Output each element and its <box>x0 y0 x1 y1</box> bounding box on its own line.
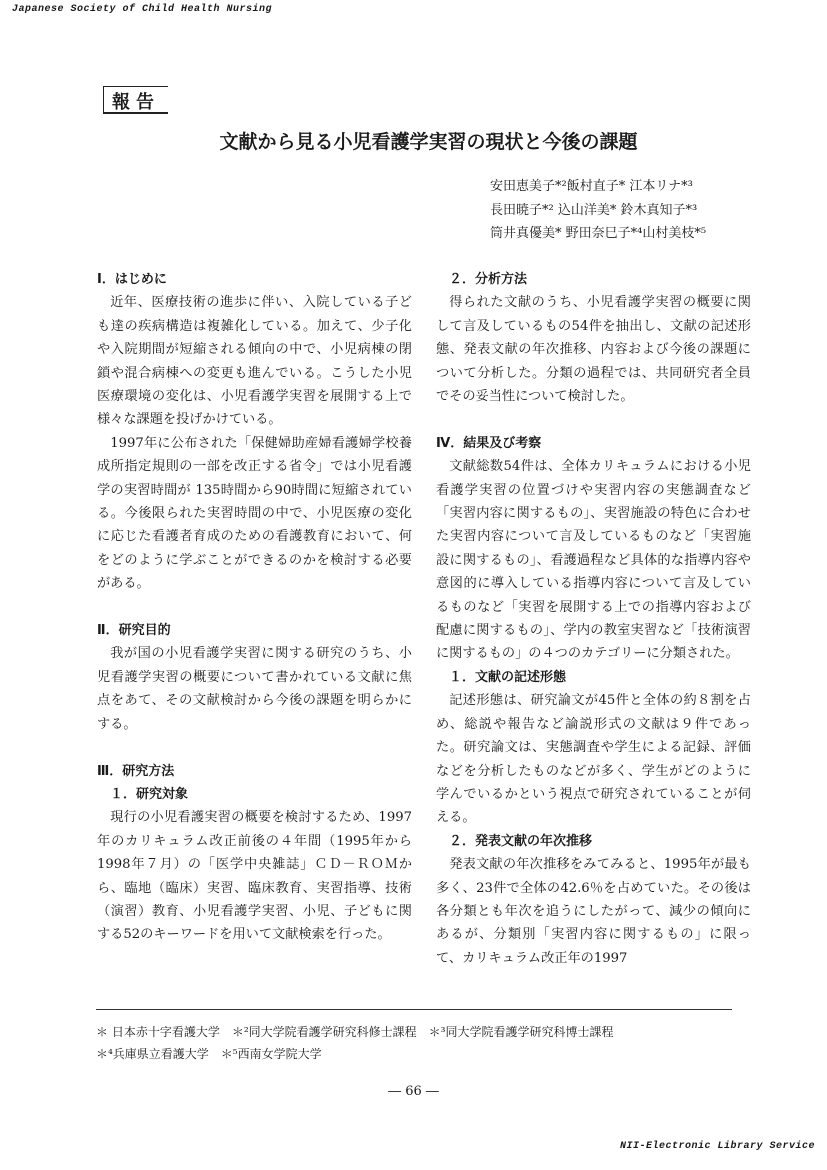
author-line: 安田恵美子*²飯村直子* 江本リナ*³ <box>490 179 693 194</box>
journal-header: Japanese Society of Child Health Nursing <box>12 4 273 15</box>
right-column <box>436 268 751 970</box>
left-column <box>97 268 412 947</box>
paragraph: 我が国の小児看護学実習に関する研究のうち、小児看護学実習の概要について書かれている文献に焦点をあて、その文献検討から今後の課題を明らかにする。 <box>97 646 412 732</box>
author-line: 長田暁子*² 込山洋美* 鈴木真知子*³ <box>490 202 698 218</box>
paragraph: 記述形態は、研究論文が45件と全体の約８割を占め、総説や報告など論説形式の文献は９件であった。研究論文は、実態調査や学生による記録、評価などを分析したものなどが多く、学生がどのように学んでいるかという視点で研究されていることが伺える。 <box>436 693 751 826</box>
subsection-heading-analysis: ２．分析方法 <box>449 272 528 287</box>
footnote-divider <box>96 1009 732 1010</box>
category-label: 報告 <box>112 92 160 113</box>
paragraph: 文献総数54件は、全体カリキュラムにおける小児看護学実習の位置づけや実習内容の実態調査など「実習内容に関するもの」、実習施設の特色に合わせた実習内容について言及しているものなど「実習施設に関するもの」、看護過程など具体的な指導内容や意図的に導入している指導内容について言及しているものなど「実習を展開する上での指導内容および配慮に関するもの」、学内の教室実習など「技術演習に関するもの」の４つのカテゴリーに分類された。 <box>436 459 751 662</box>
author-line: 筒井真優美* 野田奈巳子*⁴山村美枝*⁵ <box>490 226 707 241</box>
subsection-heading-trend: ２．発表文献の年次推移 <box>449 833 593 849</box>
footnotes <box>96 1021 613 1065</box>
paragraph: 現行の小児看護実習の概要を検討するため、1997年のカリキュラム改正前後の４年間（1995年から1998年７月）の「医学中央雑誌」ＣＤ－ＲＯＭから、臨地（臨床）実習、臨床教育、実習指導、技術（演習）教育、小児看護学実習、小児、子どもに関する52のキーワードを用いて文献検索を行った。 <box>97 810 412 943</box>
section-heading-purpose: Ⅱ．研究目的 <box>97 623 171 639</box>
subsection-heading-format: １．文献の記述形態 <box>449 669 567 685</box>
footnote-line: ＊ 日本赤十字看護大学 ＊²同大学院看護学研究科修士課程 ＊³同大学院看護学研究科博士課程 <box>96 1025 614 1039</box>
footnote-line: ＊⁴兵庫県立看護大学 ＊⁵西南女学院大学 <box>96 1047 322 1061</box>
article-category <box>103 86 167 111</box>
section-heading-method: Ⅲ．研究方法 <box>97 763 175 779</box>
paragraph: 発表文献の年次推移をみてみると、1995年が最も多く、23件で全体の42.6％を占めていた。その後は各分類とも年次を追うにしたがって、減少の傾向にあるが、分類別「実習内容に関するもの」に限って、カリキュラム改正年の1997 <box>436 857 751 966</box>
section-heading-introduction: Ⅰ．はじめに <box>97 272 167 287</box>
subsection-heading-subject: １．研究対象 <box>110 786 189 802</box>
article-title: 文献から見る小児看護学実習の現状と今後の課題 <box>219 131 638 153</box>
paragraph: 得られた文献のうち、小児看護学実習の概要に関して言及しているもの54件を抽出し、文献の記述形態、発表文献の年次推移、内容および今後の課題について分析した。分類の過程では、共同研究者全員でその妥当性について検討した。 <box>436 295 751 405</box>
footer-service: NII-Electronic Library Service <box>619 1141 815 1152</box>
paragraph: 近年、医療技術の進歩に伴い、入院している子ども達の疾病構造は複雑化している。加えて、少子化や入院期間が短縮される傾向の中で、小児病棟の閉鎖や混合病棟への変更も進んでいる。こうした小児医療環境の変化は、小児看護学実習を展開する上で様々な課題を投げかけている。 <box>97 295 412 428</box>
paragraph: 1997年に公布された「保健婦助産婦看護婦学校養成所指定規則の一部を改正する省令」では小児看護学の実習時間が 135時間から90時間に短縮されている。今後限られた実習時間の中で、小児医療の変化に応じた看護者育成のための看護教育において、何をどのように学ぶことができるのかを検討する必要がある。 <box>97 435 412 592</box>
author-list <box>490 175 706 246</box>
section-heading-results: Ⅳ．結果及び考察 <box>436 435 542 451</box>
page-number: ― 66 ― <box>388 1084 439 1099</box>
